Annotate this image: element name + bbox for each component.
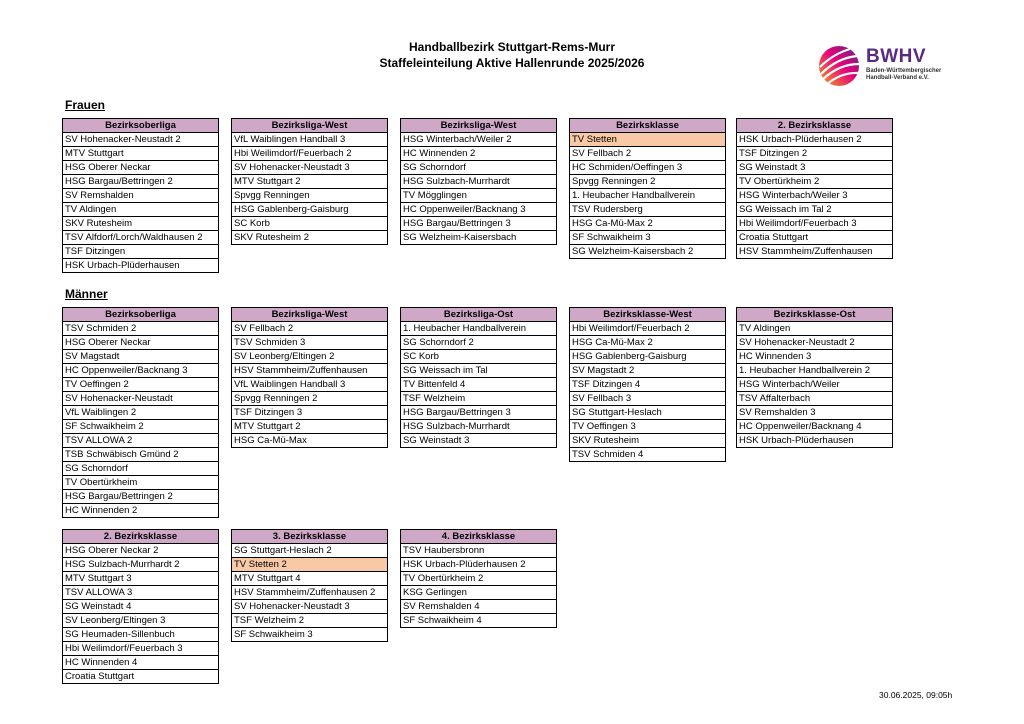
table-row <box>232 189 388 203</box>
team-name: 1. Heubacher Handballverein <box>401 322 557 336</box>
bwhv-logo <box>817 44 957 88</box>
team-name: TV Oeffingen 2 <box>63 378 219 392</box>
team-name: HSG Gablenberg-Gaisburg <box>570 350 726 364</box>
table-row <box>570 231 726 245</box>
team-name: HSK Urbach-Plüderhausen 2 <box>401 558 557 572</box>
team-name: HSG Winterbach/Weiler 2 <box>401 133 557 147</box>
league-header: Bezirksklasse-Ost <box>737 308 893 322</box>
team-name: HC Winnenden 2 <box>63 504 219 518</box>
team-name: SV Remshalden 3 <box>737 406 893 420</box>
team-name: TSV Schmiden 2 <box>63 322 219 336</box>
team-name: HSK Urbach-Plüderhausen 2 <box>737 133 893 147</box>
team-name: TSF Ditzingen 4 <box>570 378 726 392</box>
team-name: SV Hohenacker-Neustadt 3 <box>232 600 388 614</box>
table-row <box>737 420 893 434</box>
table-row <box>63 231 219 245</box>
table-row <box>63 364 219 378</box>
team-name: TSF Ditzingen 3 <box>232 406 388 420</box>
table-row <box>401 392 557 406</box>
team-name: TV Mögglingen <box>401 189 557 203</box>
table-row <box>401 600 557 614</box>
team-name: SC Korb <box>401 350 557 364</box>
team-name: HC Oppenweiler/Backnang 3 <box>63 364 219 378</box>
table-row <box>570 448 726 462</box>
table-row <box>737 336 893 350</box>
team-name: SG Weinstadt 3 <box>401 434 557 448</box>
team-name: Spvgg Renningen <box>232 189 388 203</box>
team-name: HSV Stammheim/Zuffenhausen 2 <box>232 586 388 600</box>
table-row <box>63 189 219 203</box>
table-row <box>401 364 557 378</box>
maenner-league-table-2 <box>400 307 557 448</box>
table-row <box>63 392 219 406</box>
table-row <box>63 670 219 684</box>
table-row <box>401 378 557 392</box>
table-row <box>401 614 557 628</box>
table-row <box>401 147 557 161</box>
table-row <box>232 147 388 161</box>
team-name: SV Fellbach 2 <box>570 147 726 161</box>
table-row <box>570 434 726 448</box>
table-row <box>737 322 893 336</box>
frauen-league-table-2 <box>400 118 557 245</box>
team-name: SKV Rutesheim 2 <box>232 231 388 245</box>
team-name: TV Aldingen <box>737 322 893 336</box>
team-name: HSG Gablenberg-Gaisburg <box>232 203 388 217</box>
team-name: SG Welzheim-Kaisersbach 2 <box>570 245 726 259</box>
team-name: VfL Waiblingen Handball 3 <box>232 378 388 392</box>
team-name: HSG Ca-Mü-Max 2 <box>570 336 726 350</box>
team-name: SV Leonberg/Eltingen 3 <box>63 614 219 628</box>
table-row <box>570 203 726 217</box>
team-name: TSV Haubersbronn <box>401 544 557 558</box>
table-row <box>737 231 893 245</box>
team-name: HC Schmiden/Oeffingen 3 <box>570 161 726 175</box>
league-header: 2. Bezirksklasse <box>63 530 219 544</box>
team-name: TSV Affalterbach <box>737 392 893 406</box>
team-name: HSK Urbach-Plüderhausen <box>63 259 219 273</box>
team-name: Spvgg Renningen 2 <box>232 392 388 406</box>
team-name: SV Magstadt 2 <box>570 364 726 378</box>
table-row <box>737 217 893 231</box>
team-name: TSV Schmiden 3 <box>232 336 388 350</box>
table-row <box>737 189 893 203</box>
table-row <box>232 544 388 558</box>
logo-brand: BWHV <box>866 46 927 67</box>
team-name: VfL Waiblingen Handball 3 <box>232 133 388 147</box>
team-name: TSV ALLOWA 3 <box>63 586 219 600</box>
table-row <box>570 189 726 203</box>
section-frauen: Frauen <box>65 98 106 112</box>
logo-sub-line2: Handball-Verband e.V. <box>866 75 929 81</box>
team-name: HSG Oberer Neckar <box>63 161 219 175</box>
table-row <box>401 420 557 434</box>
table-row <box>63 558 219 572</box>
team-name: Croatia Stuttgart <box>63 670 219 684</box>
table-row <box>63 175 219 189</box>
table-row <box>737 203 893 217</box>
team-name: TV Obertürkheim 2 <box>737 175 893 189</box>
league-header: 3. Bezirksklasse <box>232 530 388 544</box>
team-name: HC Oppenweiler/Backnang 3 <box>401 203 557 217</box>
league-header: Bezirksliga-Ost <box>401 308 557 322</box>
team-name: HSG Sulzbach-Murrhardt <box>401 175 557 189</box>
team-name: SV Fellbach 3 <box>570 392 726 406</box>
table-row <box>63 614 219 628</box>
team-name: Hbi Weilimdorf/Feuerbach 2 <box>232 147 388 161</box>
team-name: SG Weinstadt 4 <box>63 600 219 614</box>
table-row <box>63 462 219 476</box>
table-row <box>570 133 726 147</box>
team-name: MTV Stuttgart 3 <box>63 572 219 586</box>
team-name: HC Oppenweiler/Backnang 4 <box>737 420 893 434</box>
table-row <box>232 161 388 175</box>
team-name: HC Winnenden 2 <box>401 147 557 161</box>
maenner-league-table-3 <box>569 307 726 462</box>
team-name: SG Schorndorf <box>63 462 219 476</box>
team-name: Hbi Weilimdorf/Feuerbach 2 <box>570 322 726 336</box>
table-row <box>232 378 388 392</box>
table-row <box>63 406 219 420</box>
table-row <box>401 572 557 586</box>
team-name: HSG Winterbach/Weiler 3 <box>737 189 893 203</box>
table-row <box>737 434 893 448</box>
team-name: HSG Winterbach/Weiler <box>737 378 893 392</box>
table-row <box>570 406 726 420</box>
team-name: VfL Waiblingen 2 <box>63 406 219 420</box>
table-row <box>401 203 557 217</box>
table-row <box>232 175 388 189</box>
team-name: SV Hohenacker-Neustadt <box>63 392 219 406</box>
table-row <box>63 245 219 259</box>
table-row <box>570 217 726 231</box>
table-row <box>570 245 726 259</box>
team-name: HSG Bargau/Bettringen 2 <box>63 175 219 189</box>
table-row <box>737 392 893 406</box>
table-row <box>63 420 219 434</box>
league-header: 2. Bezirksklasse <box>737 119 893 133</box>
table-row <box>737 350 893 364</box>
team-name: SG Weinstadt 3 <box>737 161 893 175</box>
team-name: HC Winnenden 3 <box>737 350 893 364</box>
table-row <box>232 322 388 336</box>
team-name: HSK Urbach-Plüderhausen <box>737 434 893 448</box>
table-row <box>232 336 388 350</box>
table-row <box>63 656 219 670</box>
league-header: Bezirksliga-West <box>232 119 388 133</box>
table-row <box>737 364 893 378</box>
team-name: TSF Welzheim <box>401 392 557 406</box>
table-row <box>570 147 726 161</box>
team-name: SV Hohenacker-Neustadt 3 <box>232 161 388 175</box>
team-name: SG Heumaden-Sillenbuch <box>63 628 219 642</box>
team-name: SG Weissach im Tal 2 <box>737 203 893 217</box>
team-name: SV Leonberg/Eltingen 2 <box>232 350 388 364</box>
team-name: MTV Stuttgart <box>63 147 219 161</box>
frauen-league-table-0 <box>62 118 219 273</box>
team-name: SV Remshalden 4 <box>401 600 557 614</box>
table-row <box>63 544 219 558</box>
table-row <box>63 336 219 350</box>
team-name: TSV Schmiden 4 <box>570 448 726 462</box>
team-name: 1. Heubacher Handballverein <box>570 189 726 203</box>
team-name: SKV Rutesheim <box>570 434 726 448</box>
table-row <box>737 406 893 420</box>
team-name: KSG Gerlingen <box>401 586 557 600</box>
table-row <box>737 161 893 175</box>
maenner-league-table-7 <box>400 529 557 628</box>
league-header: Bezirksliga-West <box>232 308 388 322</box>
maenner-league-table-6 <box>231 529 388 642</box>
table-row <box>401 586 557 600</box>
timestamp: 30.06.2025, 09:05h <box>879 690 953 700</box>
table-row <box>401 217 557 231</box>
team-name: SF Schwaikheim 3 <box>232 628 388 642</box>
table-row <box>401 322 557 336</box>
page-title-line1: Handballbezirk Stuttgart-Rems-Murr <box>408 40 616 54</box>
team-name: 1. Heubacher Handballverein 2 <box>737 364 893 378</box>
league-header: Bezirksoberliga <box>63 308 219 322</box>
table-row <box>232 586 388 600</box>
table-row <box>63 572 219 586</box>
table-row <box>737 133 893 147</box>
table-row <box>63 490 219 504</box>
team-name: TSV Rudersberg <box>570 203 726 217</box>
team-name: TSF Welzheim 2 <box>232 614 388 628</box>
team-name: HSG Sulzbach-Murrhardt 2 <box>63 558 219 572</box>
table-row <box>63 600 219 614</box>
table-row <box>232 364 388 378</box>
table-row <box>63 133 219 147</box>
team-name: TV Oeffingen 3 <box>570 420 726 434</box>
team-name: SG Weissach im Tal <box>401 364 557 378</box>
team-name: TV Stetten 2 <box>232 558 388 572</box>
team-name: SG Welzheim-Kaisersbach <box>401 231 557 245</box>
table-row <box>63 203 219 217</box>
table-row <box>401 161 557 175</box>
table-row <box>570 420 726 434</box>
table-row <box>570 161 726 175</box>
team-name: SF Schwaikheim 4 <box>401 614 557 628</box>
table-row <box>401 434 557 448</box>
team-name: HSV Stammheim/Zuffenhausen <box>232 364 388 378</box>
team-name: SG Stuttgart-Heslach <box>570 406 726 420</box>
table-row <box>63 161 219 175</box>
table-row <box>232 614 388 628</box>
league-header: 4. Bezirksklasse <box>401 530 557 544</box>
team-name: Spvgg Renningen 2 <box>570 175 726 189</box>
team-name: HSG Oberer Neckar <box>63 336 219 350</box>
table-row <box>401 133 557 147</box>
team-name: SV Hohenacker-Neustadt 2 <box>63 133 219 147</box>
table-row <box>232 434 388 448</box>
team-name: SF Schwaikheim 2 <box>63 420 219 434</box>
table-row <box>63 147 219 161</box>
table-row <box>737 147 893 161</box>
table-row <box>63 476 219 490</box>
table-row <box>63 586 219 600</box>
table-row <box>737 245 893 259</box>
team-name: SV Remshalden <box>63 189 219 203</box>
team-name: Croatia Stuttgart <box>737 231 893 245</box>
table-row <box>63 448 219 462</box>
maenner-league-table-1 <box>231 307 388 448</box>
team-name: TV Aldingen <box>63 203 219 217</box>
table-row <box>401 189 557 203</box>
table-row <box>63 217 219 231</box>
team-name: TV Stetten <box>570 133 726 147</box>
team-name: Hbi Weilimdorf/Feuerbach 3 <box>63 642 219 656</box>
table-row <box>570 350 726 364</box>
team-name: HSG Bargau/Bettringen 3 <box>401 406 557 420</box>
table-row <box>570 322 726 336</box>
handball-logo-icon <box>817 44 861 88</box>
team-name: SF Schwaikheim 3 <box>570 231 726 245</box>
team-name: HSG Bargau/Bettringen 2 <box>63 490 219 504</box>
table-row <box>63 434 219 448</box>
frauen-league-table-1 <box>231 118 388 245</box>
team-name: HSV Stammheim/Zuffenhausen <box>737 245 893 259</box>
table-row <box>570 364 726 378</box>
table-row <box>570 378 726 392</box>
team-name: TSB Schwäbisch Gmünd 2 <box>63 448 219 462</box>
team-name: TV Obertürkheim 2 <box>401 572 557 586</box>
team-name: MTV Stuttgart 2 <box>232 420 388 434</box>
team-name: Hbi Weilimdorf/Feuerbach 3 <box>737 217 893 231</box>
team-name: TSV Alfdorf/Lorch/Waldhausen 2 <box>63 231 219 245</box>
team-name: SG Schorndorf 2 <box>401 336 557 350</box>
table-row <box>401 231 557 245</box>
table-row <box>232 558 388 572</box>
league-header: Bezirksliga-West <box>401 119 557 133</box>
table-row <box>401 406 557 420</box>
table-row <box>570 175 726 189</box>
team-name: SV Hohenacker-Neustadt 2 <box>737 336 893 350</box>
team-name: SV Magstadt <box>63 350 219 364</box>
team-name: TSV ALLOWA 2 <box>63 434 219 448</box>
league-header: Bezirksoberliga <box>63 119 219 133</box>
table-row <box>401 544 557 558</box>
table-row <box>232 217 388 231</box>
team-name: SG Schorndorf <box>401 161 557 175</box>
team-name: TSF Ditzingen <box>63 245 219 259</box>
table-row <box>232 406 388 420</box>
maenner-league-table-0 <box>62 307 219 518</box>
table-row <box>63 322 219 336</box>
table-row <box>737 378 893 392</box>
team-name: MTV Stuttgart 4 <box>232 572 388 586</box>
league-header: Bezirksklasse <box>570 119 726 133</box>
table-row <box>63 350 219 364</box>
table-row <box>232 350 388 364</box>
table-row <box>63 378 219 392</box>
table-row <box>232 420 388 434</box>
league-header: Bezirksklasse-West <box>570 308 726 322</box>
table-row <box>737 175 893 189</box>
table-row <box>63 259 219 273</box>
team-name: HSG Ca-Mü-Max <box>232 434 388 448</box>
team-name: TV Bittenfeld 4 <box>401 378 557 392</box>
team-name: SV Fellbach 2 <box>232 322 388 336</box>
team-name: SG Stuttgart-Heslach 2 <box>232 544 388 558</box>
team-name: MTV Stuttgart 2 <box>232 175 388 189</box>
table-row <box>232 231 388 245</box>
table-row <box>63 642 219 656</box>
table-row <box>63 504 219 518</box>
page-title-line2: Staffeleinteilung Aktive Hallenrunde 2025/2026 <box>379 56 645 70</box>
table-row <box>232 600 388 614</box>
frauen-league-table-3 <box>569 118 726 259</box>
team-name: TV Obertürkheim <box>63 476 219 490</box>
table-row <box>232 392 388 406</box>
team-name: HSG Oberer Neckar 2 <box>63 544 219 558</box>
team-name: TSF Ditzingen 2 <box>737 147 893 161</box>
team-name: HSG Sulzbach-Murrhardt <box>401 420 557 434</box>
section-maenner: Männer <box>65 287 108 301</box>
table-row <box>232 133 388 147</box>
team-name: HSG Ca-Mü-Max 2 <box>570 217 726 231</box>
logo-sub-line1: Baden-Württembergischer <box>866 68 942 74</box>
maenner-league-table-5 <box>62 529 219 684</box>
table-row <box>401 558 557 572</box>
team-name: SKV Rutesheim <box>63 217 219 231</box>
table-row <box>63 628 219 642</box>
table-row <box>232 572 388 586</box>
table-row <box>232 203 388 217</box>
maenner-league-table-4 <box>736 307 893 448</box>
table-row <box>401 350 557 364</box>
table-row <box>232 628 388 642</box>
frauen-league-table-4 <box>736 118 893 259</box>
table-row <box>401 175 557 189</box>
team-name: HSG Bargau/Bettringen 3 <box>401 217 557 231</box>
team-name: HC Winnenden 4 <box>63 656 219 670</box>
table-row <box>570 336 726 350</box>
table-row <box>401 336 557 350</box>
team-name: SC Korb <box>232 217 388 231</box>
table-row <box>570 392 726 406</box>
